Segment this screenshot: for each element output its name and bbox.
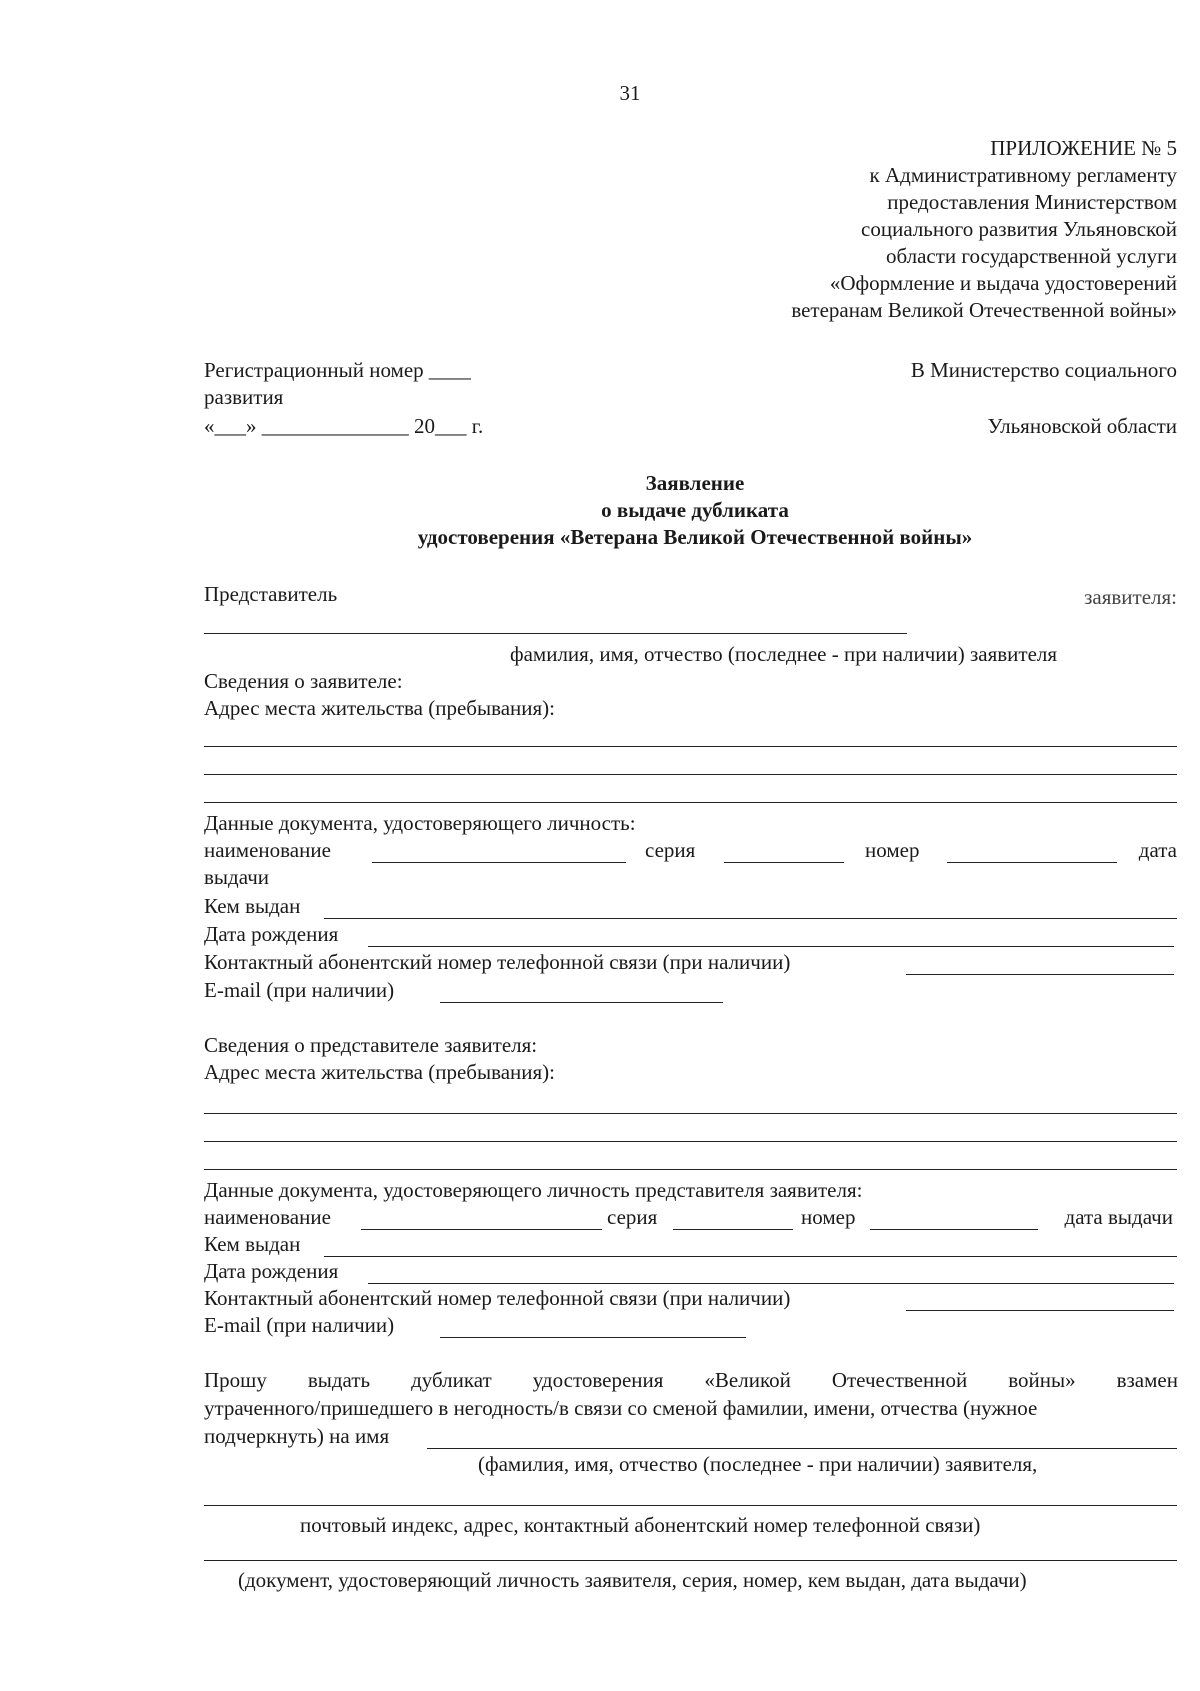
- addressee-line: В Министерство социального: [910, 358, 1177, 382]
- applicant-id-heading: Данные документа, удостоверяющего личность:: [204, 811, 636, 835]
- issued-by-blank: [324, 918, 1177, 919]
- phone-blank: [906, 1310, 1174, 1311]
- issued-by-label: Кем выдан: [204, 894, 301, 918]
- fio-caption: фамилия, имя, отчество (последнее - при наличии) заявителя: [510, 642, 1058, 666]
- title-line: о выдаче дубликата: [601, 498, 789, 522]
- id-name-label: наименование: [204, 838, 331, 862]
- request-caption: (документ, удостоверяющий личность заявителя, серия, номер, кем выдан, дата выдачи): [238, 1568, 1027, 1592]
- id-series-label: серия: [607, 1205, 658, 1229]
- document-blank: [204, 1560, 1177, 1561]
- appendix-heading: ПРИЛОЖЕНИЕ № 5: [990, 136, 1177, 160]
- address-blank-line: [204, 802, 1177, 803]
- request-line-3: подчеркнуть) на имя: [204, 1424, 390, 1448]
- email-label: E-mail (при наличии): [204, 1313, 395, 1337]
- request-word: взамен: [1116, 1368, 1178, 1392]
- title-line: удостоверения «Ветерана Великой Отечественной войны»: [417, 525, 973, 549]
- birth-date-label: Дата рождения: [204, 922, 339, 946]
- address-blank: [204, 1505, 1177, 1506]
- registration-number: Регистрационный номер ____: [204, 358, 471, 382]
- request-line-1: [204, 1367, 1178, 1393]
- address-blank-line: [204, 746, 1177, 747]
- request-caption: (фамилия, имя, отчество (последнее - при наличии) заявителя,: [478, 1452, 1038, 1476]
- applicant-heading: Сведения о заявителе:: [204, 669, 403, 693]
- fio-blank-line: [204, 633, 907, 634]
- id-number-label: номер: [801, 1205, 856, 1229]
- appendix-line: области государственной услуги: [885, 244, 1177, 268]
- email-label: E-mail (при наличии): [204, 978, 395, 1002]
- id-number-blank: [947, 862, 1117, 863]
- request-word: Отечественной: [831, 1368, 968, 1392]
- name-blank: [427, 1448, 1177, 1449]
- phone-label: Контактный абонентский номер телефонной связи (при наличии): [204, 1286, 791, 1310]
- request-line-2: утраченного/пришедшего в негодность/в связи со сменой фамилии, имени, отчества (нужное: [204, 1396, 1038, 1420]
- id-date-issue-label: дата выдачи: [1064, 1205, 1173, 1229]
- id-date-label: дата: [1138, 838, 1177, 862]
- id-series-blank: [724, 862, 844, 863]
- registration-date: «___» ______________ 20___ г.: [204, 414, 484, 438]
- birth-date-blank: [368, 946, 1174, 947]
- representative-id-heading: Данные документа, удостоверяющего личность представителя заявителя:: [204, 1178, 863, 1202]
- phone-blank: [906, 974, 1174, 975]
- id-number-blank: [870, 1229, 1038, 1230]
- page-number: 31: [619, 81, 641, 105]
- id-name-label: наименование: [204, 1205, 331, 1229]
- representative-label: Представитель: [204, 582, 338, 606]
- id-series-label: серия: [645, 838, 696, 862]
- appendix-line: к Административному регламенту: [869, 163, 1177, 187]
- id-number-label: номер: [865, 838, 920, 862]
- registration-development: развития: [204, 385, 284, 409]
- request-word: Прошу: [204, 1368, 267, 1392]
- id-name-blank: [361, 1229, 602, 1230]
- address-blank-line: [204, 1141, 1177, 1142]
- request-word: войны»: [1008, 1368, 1076, 1392]
- email-blank: [440, 1002, 723, 1003]
- birth-date-blank: [368, 1283, 1174, 1284]
- address-blank-line: [204, 1113, 1177, 1114]
- applicant-address-label: Адрес места жительства (пребывания):: [204, 696, 556, 720]
- request-word: «Великой: [704, 1368, 791, 1392]
- id-name-blank: [372, 862, 626, 863]
- address-blank-line: [204, 774, 1177, 775]
- appendix-line: ветеранам Великой Отечественной войны»: [791, 298, 1177, 322]
- issued-by-label: Кем выдан: [204, 1232, 301, 1256]
- id-issue-label: выдачи: [204, 865, 269, 889]
- appendix-line: социального развития Ульяновской: [861, 217, 1177, 241]
- representative-heading: Сведения о представителе заявителя:: [204, 1033, 538, 1057]
- email-blank: [440, 1337, 746, 1338]
- request-caption: почтовый индекс, адрес, контактный абонентский номер телефонной связи): [300, 1513, 981, 1537]
- title-line: Заявление: [645, 471, 745, 495]
- request-word: удостоверения: [532, 1368, 664, 1392]
- appendix-line: «Оформление и выдача удостоверений: [829, 271, 1177, 295]
- appendix-line: предоставления Министерством: [887, 190, 1177, 214]
- birth-date-label: Дата рождения: [204, 1259, 339, 1283]
- representative-address-label: Адрес места жительства (пребывания):: [204, 1060, 556, 1084]
- id-series-blank: [673, 1229, 793, 1230]
- phone-label: Контактный абонентский номер телефонной связи (при наличии): [204, 950, 791, 974]
- addressee-line: Ульяновской области: [987, 414, 1177, 438]
- applicant-label: заявителя:: [1084, 585, 1177, 609]
- address-blank-line: [204, 1169, 1177, 1170]
- request-word: выдать: [307, 1368, 371, 1392]
- issued-by-blank: [324, 1256, 1177, 1257]
- request-word: дубликат: [411, 1368, 492, 1392]
